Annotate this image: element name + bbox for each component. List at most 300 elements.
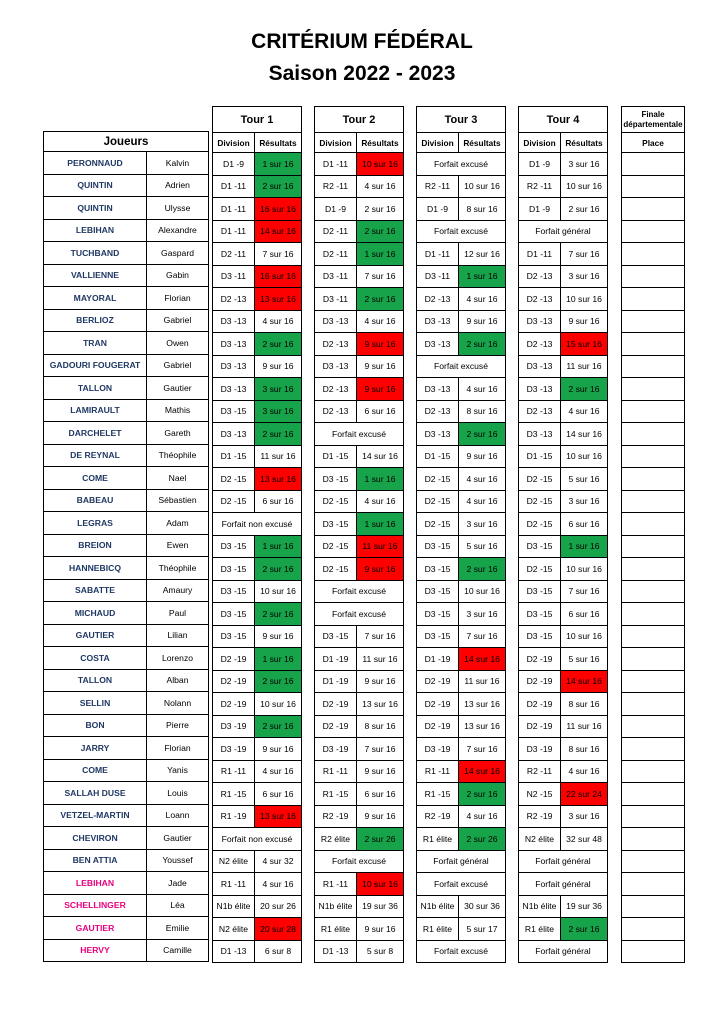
place-row — [622, 625, 685, 648]
place-cell — [622, 603, 685, 626]
place-cell — [622, 828, 685, 851]
result-row — [213, 693, 302, 716]
result-cell: 30 sur 36 — [459, 895, 506, 918]
player-row — [44, 692, 209, 715]
place-row — [622, 648, 685, 671]
place-row — [622, 333, 685, 356]
result-row — [315, 490, 404, 513]
result-cell: 9 sur 16 — [357, 355, 404, 378]
player-first-name: Jade — [147, 872, 209, 895]
forfait-cell: Forfait excusé — [417, 873, 506, 896]
result-cell: 10 sur 16 — [459, 175, 506, 198]
division-cell: R1 -11 — [315, 873, 357, 896]
result-cell: 6 sur 16 — [561, 603, 608, 626]
division-cell: R1 -15 — [315, 783, 357, 806]
division-cell: D1 -11 — [213, 175, 255, 198]
result-cell: 3 sur 16 — [255, 378, 302, 401]
result-row — [213, 918, 302, 941]
place-row — [622, 445, 685, 468]
result-cell: 2 sur 16 — [255, 603, 302, 626]
division-cell: D1 -19 — [315, 670, 357, 693]
division-cell: D2 -19 — [213, 648, 255, 671]
place-row — [622, 873, 685, 896]
result-row — [213, 198, 302, 221]
result-cell: 4 sur 16 — [459, 378, 506, 401]
place-row — [622, 918, 685, 941]
player-row — [44, 849, 209, 872]
player-row — [44, 737, 209, 760]
player-first-name: Kalvin — [147, 152, 209, 175]
division-cell: D2 -15 — [213, 468, 255, 491]
result-row — [519, 535, 608, 558]
place-row — [622, 580, 685, 603]
result-cell: 9 sur 16 — [357, 670, 404, 693]
player-last-name: LEBIHAN — [44, 219, 147, 242]
result-cell: 2 sur 16 — [255, 715, 302, 738]
division-cell: D2 -13 — [213, 288, 255, 311]
player-first-name: Gabriel — [147, 309, 209, 332]
result-cell: 20 sur 28 — [255, 918, 302, 941]
tour-header: Tour 2 — [315, 107, 404, 133]
forfait-cell: Forfait excusé — [417, 355, 506, 378]
result-cell: 11 sur 16 — [255, 445, 302, 468]
division-cell: D3 -11 — [417, 265, 459, 288]
result-row — [213, 603, 302, 626]
result-cell: 3 sur 16 — [561, 490, 608, 513]
place-row — [622, 603, 685, 626]
player-row — [44, 422, 209, 445]
result-row — [213, 580, 302, 603]
place-row — [622, 220, 685, 243]
forfait-cell: Forfait excusé — [417, 940, 506, 963]
result-row — [519, 378, 608, 401]
result-cell: 15 sur 16 — [561, 333, 608, 356]
page-title: CRITÉRIUM FÉDÉRAL — [251, 30, 473, 53]
division-cell: D3 -13 — [519, 423, 561, 446]
result-row — [417, 513, 506, 536]
division-cell: D3 -15 — [213, 580, 255, 603]
result-cell: 20 sur 26 — [255, 895, 302, 918]
place-row — [622, 558, 685, 581]
result-cell: 2 sur 16 — [561, 198, 608, 221]
result-cell: 1 sur 16 — [459, 265, 506, 288]
player-row — [44, 714, 209, 737]
tour-header: Tour 1 — [213, 107, 302, 133]
player-first-name: Adam — [147, 512, 209, 535]
division-cell: D3 -15 — [213, 558, 255, 581]
player-last-name: MICHAUD — [44, 602, 147, 625]
player-first-name: Owen — [147, 332, 209, 355]
result-cell: 7 sur 16 — [357, 738, 404, 761]
result-cell: 2 sur 16 — [357, 288, 404, 311]
place-cell — [622, 693, 685, 716]
place-row — [622, 940, 685, 963]
player-last-name: DE REYNAL — [44, 444, 147, 467]
result-row — [213, 715, 302, 738]
player-first-name: Gaspard — [147, 242, 209, 265]
division-cell: D3 -15 — [315, 468, 357, 491]
result-row — [315, 738, 404, 761]
result-row — [213, 400, 302, 423]
division-cell: D3 -19 — [417, 738, 459, 761]
result-cell: 1 sur 16 — [255, 153, 302, 176]
place-cell — [622, 918, 685, 941]
player-row — [44, 287, 209, 310]
result-cell: 9 sur 16 — [357, 333, 404, 356]
result-cell: 22 sur 24 — [561, 783, 608, 806]
place-cell — [622, 445, 685, 468]
place-cell — [622, 378, 685, 401]
place-cell — [622, 265, 685, 288]
player-last-name: TUCHBAND — [44, 242, 147, 265]
result-row — [315, 513, 404, 536]
result-cell: 2 sur 16 — [357, 198, 404, 221]
division-cell: D3 -15 — [417, 558, 459, 581]
result-cell: 10 sur 16 — [357, 873, 404, 896]
player-row — [44, 872, 209, 895]
result-cell: 14 sur 16 — [255, 220, 302, 243]
result-cell: 7 sur 16 — [459, 625, 506, 648]
place-row — [622, 310, 685, 333]
result-cell: 1 sur 16 — [255, 535, 302, 558]
result-cell: 11 sur 16 — [357, 648, 404, 671]
player-first-name: Ewen — [147, 534, 209, 557]
division-cell: D2 -19 — [519, 670, 561, 693]
player-first-name: Nolann — [147, 692, 209, 715]
player-row — [44, 624, 209, 647]
player-row — [44, 647, 209, 670]
result-row — [417, 355, 506, 378]
player-first-name: Alexandre — [147, 219, 209, 242]
result-row — [417, 558, 506, 581]
player-row — [44, 152, 209, 175]
division-cell: D3 -13 — [315, 310, 357, 333]
division-cell: D1 -19 — [315, 648, 357, 671]
result-row — [417, 423, 506, 446]
player-row — [44, 534, 209, 557]
division-cell: D1 -15 — [417, 445, 459, 468]
division-cell: N2 -15 — [519, 783, 561, 806]
division-cell: R2 -11 — [519, 760, 561, 783]
place-cell — [622, 535, 685, 558]
result-row — [315, 940, 404, 963]
result-cell: 8 sur 16 — [561, 693, 608, 716]
result-row — [417, 805, 506, 828]
division-cell: D2 -11 — [213, 243, 255, 266]
place-row — [622, 355, 685, 378]
division-cell: D3 -15 — [417, 535, 459, 558]
result-cell: 2 sur 16 — [357, 220, 404, 243]
player-last-name: GAUTIER — [44, 624, 147, 647]
player-first-name: Gautier — [147, 377, 209, 400]
division-cell: D2 -13 — [417, 400, 459, 423]
result-row — [315, 850, 404, 873]
player-first-name: Emilie — [147, 917, 209, 940]
result-row — [417, 288, 506, 311]
result-cell: 4 sur 16 — [459, 490, 506, 513]
result-row — [315, 828, 404, 851]
division-cell: R2 -19 — [519, 805, 561, 828]
result-cell: 19 sur 36 — [357, 895, 404, 918]
division-cell: D3 -11 — [213, 265, 255, 288]
division-cell: R1 -11 — [213, 873, 255, 896]
result-row — [417, 760, 506, 783]
result-row — [417, 378, 506, 401]
division-cell: N1b élite — [315, 895, 357, 918]
division-cell: D1 -15 — [519, 445, 561, 468]
player-first-name: Théophile — [147, 557, 209, 580]
division-cell: N2 élite — [213, 918, 255, 941]
division-cell: R2 -19 — [315, 805, 357, 828]
result-cell: 14 sur 16 — [561, 423, 608, 446]
result-cell: 4 sur 16 — [357, 490, 404, 513]
result-cell: 3 sur 16 — [255, 400, 302, 423]
result-cell: 11 sur 16 — [561, 355, 608, 378]
result-row — [315, 603, 404, 626]
place-cell — [622, 558, 685, 581]
division-cell: D3 -13 — [417, 310, 459, 333]
result-row — [417, 648, 506, 671]
result-row — [417, 738, 506, 761]
result-row — [519, 603, 608, 626]
division-cell: D3 -15 — [519, 535, 561, 558]
result-row — [213, 153, 302, 176]
result-cell: 1 sur 16 — [357, 513, 404, 536]
player-first-name: Adrien — [147, 174, 209, 197]
division-cell: N2 élite — [519, 828, 561, 851]
player-row — [44, 782, 209, 805]
result-row — [417, 603, 506, 626]
division-cell: D3 -13 — [213, 333, 255, 356]
result-row — [315, 760, 404, 783]
place-cell — [622, 625, 685, 648]
result-cell: 10 sur 16 — [561, 558, 608, 581]
result-row — [213, 850, 302, 873]
result-cell: 8 sur 16 — [357, 715, 404, 738]
result-row — [315, 670, 404, 693]
result-row — [519, 873, 608, 896]
result-cell: 2 sur 16 — [459, 783, 506, 806]
division-cell: D2 -15 — [519, 468, 561, 491]
result-cell: 13 sur 16 — [459, 693, 506, 716]
result-cell: 3 sur 16 — [561, 805, 608, 828]
player-first-name: Mathis — [147, 399, 209, 422]
result-row — [417, 468, 506, 491]
result-cell: 6 sur 16 — [561, 513, 608, 536]
division-cell: D2 -19 — [315, 693, 357, 716]
division-cell: D2 -19 — [519, 648, 561, 671]
result-cell: 11 sur 16 — [459, 670, 506, 693]
player-row — [44, 467, 209, 490]
place-cell — [622, 288, 685, 311]
forfait-cell: Forfait excusé — [315, 580, 404, 603]
forfait-cell: Forfait excusé — [417, 220, 506, 243]
result-row — [519, 940, 608, 963]
player-row — [44, 219, 209, 242]
division-cell: D3 -19 — [315, 738, 357, 761]
player-row — [44, 264, 209, 287]
player-first-name: Louis — [147, 782, 209, 805]
result-row — [519, 288, 608, 311]
place-cell — [622, 760, 685, 783]
result-row — [417, 918, 506, 941]
result-cell: 7 sur 16 — [561, 580, 608, 603]
result-cell: 2 sur 16 — [561, 918, 608, 941]
result-cell: 2 sur 16 — [459, 423, 506, 446]
result-cell: 3 sur 16 — [561, 153, 608, 176]
division-cell: D3 -13 — [417, 378, 459, 401]
player-row — [44, 242, 209, 265]
result-row — [315, 580, 404, 603]
result-cell: 13 sur 16 — [255, 468, 302, 491]
division-cell: D2 -13 — [315, 400, 357, 423]
result-row — [519, 783, 608, 806]
result-row — [315, 243, 404, 266]
result-cell: 16 sur 16 — [255, 198, 302, 221]
place-row — [622, 423, 685, 446]
result-row — [417, 580, 506, 603]
player-row — [44, 399, 209, 422]
division-cell: R1 élite — [417, 828, 459, 851]
result-cell: 1 sur 16 — [357, 468, 404, 491]
player-row — [44, 174, 209, 197]
result-row — [519, 805, 608, 828]
player-last-name: HANNEBICQ — [44, 557, 147, 580]
player-first-name: Youssef — [147, 849, 209, 872]
division-cell: D3 -15 — [315, 625, 357, 648]
result-row — [519, 828, 608, 851]
place-cell — [622, 490, 685, 513]
place-cell — [622, 783, 685, 806]
division-cell: D3 -13 — [417, 423, 459, 446]
result-cell: 4 sur 16 — [357, 175, 404, 198]
player-last-name: MAYORAL — [44, 287, 147, 310]
result-cell: 6 sur 8 — [255, 940, 302, 963]
result-cell: 2 sur 16 — [255, 175, 302, 198]
player-row — [44, 444, 209, 467]
division-cell: D2 -13 — [519, 265, 561, 288]
division-cell: D2 -19 — [519, 715, 561, 738]
player-row — [44, 917, 209, 940]
player-last-name: VALLIENNE — [44, 264, 147, 287]
player-last-name: LEBIHAN — [44, 872, 147, 895]
place-row — [622, 468, 685, 491]
result-cell: 2 sur 16 — [459, 558, 506, 581]
place-row — [622, 513, 685, 536]
finale-header: Finale départementale — [622, 107, 685, 133]
place-cell — [622, 198, 685, 221]
division-cell: R1 élite — [519, 918, 561, 941]
result-cell: 4 sur 16 — [561, 400, 608, 423]
result-cell: 7 sur 16 — [459, 738, 506, 761]
place-cell — [622, 400, 685, 423]
result-row — [213, 175, 302, 198]
result-cell: 10 sur 16 — [255, 693, 302, 716]
result-cell: 9 sur 16 — [255, 738, 302, 761]
result-cell: 9 sur 16 — [561, 310, 608, 333]
player-row — [44, 512, 209, 535]
division-cell: D2 -15 — [417, 513, 459, 536]
place-row — [622, 850, 685, 873]
result-row — [417, 198, 506, 221]
place-cell — [622, 513, 685, 536]
division-cell: D2 -13 — [315, 378, 357, 401]
place-cell — [622, 805, 685, 828]
player-row — [44, 894, 209, 917]
division-cell: D3 -19 — [213, 738, 255, 761]
result-cell: 9 sur 16 — [357, 558, 404, 581]
result-row — [417, 940, 506, 963]
result-cell: 9 sur 16 — [255, 625, 302, 648]
division-cell: D3 -13 — [213, 378, 255, 401]
place-row — [622, 760, 685, 783]
place-cell — [622, 468, 685, 491]
division-cell: D3 -13 — [519, 355, 561, 378]
result-cell: 14 sur 16 — [459, 760, 506, 783]
result-cell: 2 sur 16 — [255, 333, 302, 356]
result-cell: 4 sur 16 — [459, 288, 506, 311]
division-cell: R1 -11 — [315, 760, 357, 783]
result-cell: 8 sur 16 — [561, 738, 608, 761]
player-first-name: Camille — [147, 939, 209, 962]
result-cell: 4 sur 16 — [459, 805, 506, 828]
result-row — [315, 355, 404, 378]
division-header: Division — [213, 133, 255, 153]
result-cell: 8 sur 16 — [459, 198, 506, 221]
result-row — [315, 423, 404, 446]
result-row — [315, 805, 404, 828]
division-cell: D3 -13 — [213, 310, 255, 333]
place-cell — [622, 580, 685, 603]
division-cell: D2 -15 — [315, 490, 357, 513]
result-row — [315, 558, 404, 581]
player-first-name: Gareth — [147, 422, 209, 445]
place-row — [622, 670, 685, 693]
player-first-name: Léa — [147, 894, 209, 917]
division-cell: D3 -11 — [315, 265, 357, 288]
place-row — [622, 805, 685, 828]
result-row — [417, 895, 506, 918]
player-row — [44, 579, 209, 602]
division-cell: R1 -19 — [213, 805, 255, 828]
player-first-name: Ulysse — [147, 197, 209, 220]
division-cell: R1 -15 — [213, 783, 255, 806]
division-cell: D2 -15 — [417, 468, 459, 491]
tour-3-table — [416, 106, 506, 963]
result-row — [519, 715, 608, 738]
result-cell: 9 sur 16 — [357, 760, 404, 783]
player-first-name: Gabriel — [147, 354, 209, 377]
division-cell: R2 -11 — [417, 175, 459, 198]
result-cell: 2 sur 26 — [459, 828, 506, 851]
player-last-name: SALLAH DUSE — [44, 782, 147, 805]
division-cell: D3 -13 — [315, 355, 357, 378]
division-cell: D2 -13 — [417, 288, 459, 311]
result-row — [315, 873, 404, 896]
division-cell: D1 -9 — [519, 153, 561, 176]
division-cell: D3 -13 — [519, 378, 561, 401]
result-row — [519, 580, 608, 603]
result-row — [417, 873, 506, 896]
result-row — [213, 783, 302, 806]
result-row — [213, 490, 302, 513]
result-row — [315, 288, 404, 311]
player-first-name: Nael — [147, 467, 209, 490]
division-cell: D1 -11 — [315, 153, 357, 176]
result-row — [519, 693, 608, 716]
player-last-name: COME — [44, 759, 147, 782]
division-cell: D3 -11 — [315, 288, 357, 311]
